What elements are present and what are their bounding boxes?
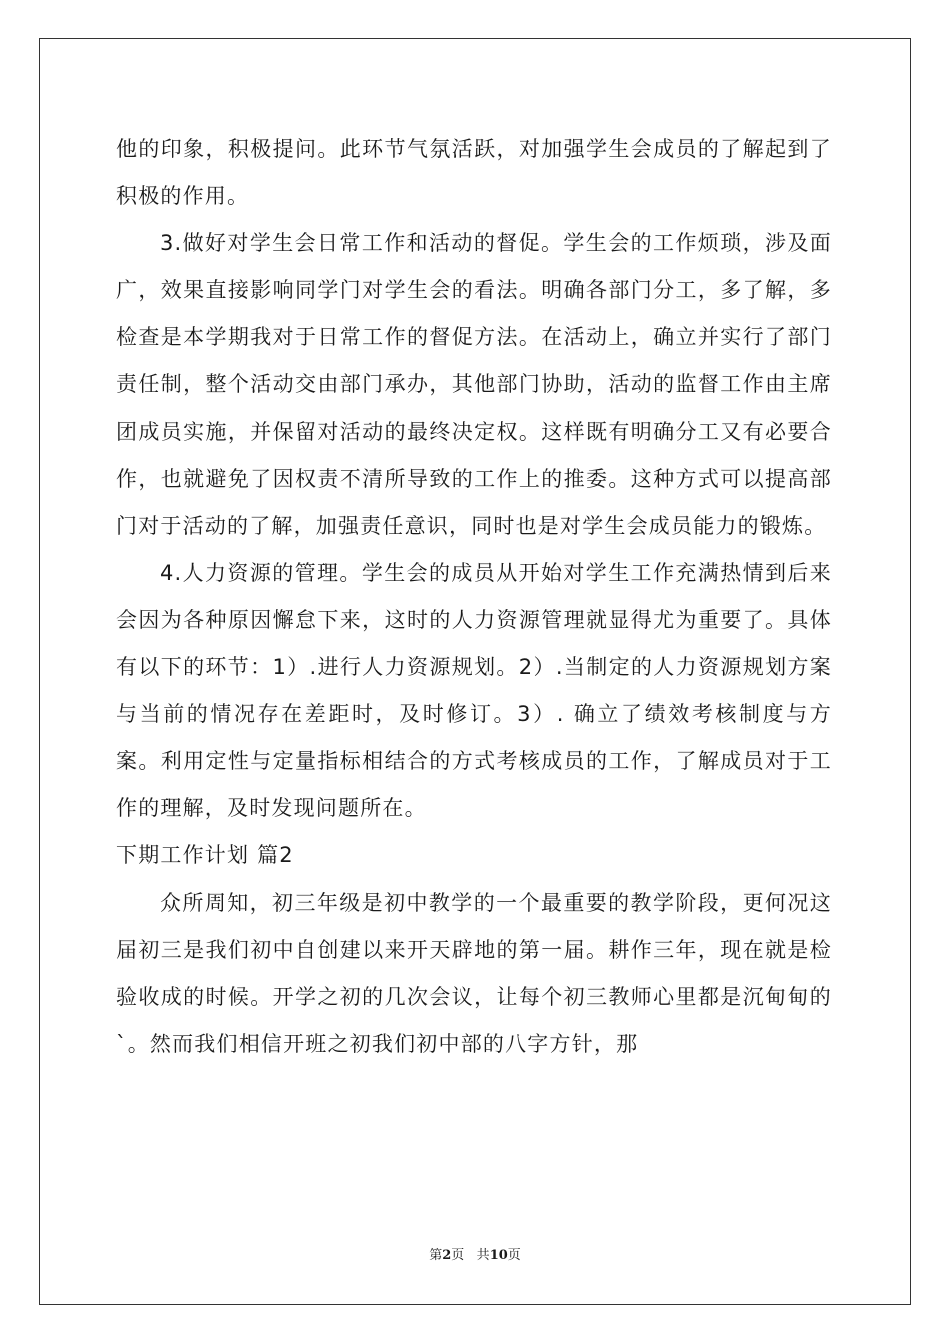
page-footer	[0, 1244, 950, 1263]
paragraph-continuation: 他的印象，积极提问。此环节气氛活跃，对加强学生会成员的了解起到了积极的作用。	[116, 137, 832, 209]
page-number: 2	[442, 1248, 452, 1263]
section-paragraph: 众所周知，初三年级是初中教学的一个最重要的教学阶段，更何况这届初三是我们初中自创建以来开天辟地的第一届。耕作三年，现在就是检验收成的时候。开学之初的几次会议，让每个初三教师心里都是沉甸甸的`。然而我们相信开班之初我们初中部的八字方针，那	[116, 890, 832, 1056]
total-suffix: 页	[507, 1248, 521, 1263]
total-prefix: 共	[476, 1248, 490, 1263]
total-pages: 10	[489, 1248, 508, 1263]
page-suffix: 页	[451, 1248, 465, 1263]
document-body	[116, 126, 832, 1068]
paragraph-item-3: 3.做好对学生会日常工作和活动的督促。学生会的工作烦琐，涉及面广，效果直接影响同学门对学生会的看法。明确各部门分工，多了解，多检查是本学期我对于日常工作的督促方法。在活动上，确立并实行了部门责任制，整个活动交由部门承办，其他部门协助，活动的监督工作由主席团成员实施，并保留对活动的最终决定权。这样既有明确分工又有必要合作，也就避免了因权责不清所导致的工作上的推委。这种方式可以提高部门对于活动的了解，加强责任意识，同时也是对学生会成员能力的锻炼。	[116, 231, 832, 538]
page-prefix: 第	[429, 1248, 443, 1263]
paragraph-item-4: 4.人力资源的管理。学生会的成员从开始对学生工作充满热情到后来会因为各种原因懈怠下来，这时的人力资源管理就显得尤为重要了。具体有以下的环节：1）.进行人力资源规划。2）.当制定的人力资源规划方案与当前的情况存在差距时，及时修订。3）. 确立了绩效考核制度与方案。利用定性与定量指标相结合的方式考核成员的工作，了解成员对于工作的理解，及时发现问题所在。	[116, 560, 832, 821]
section-heading: 下期工作计划 篇2	[116, 843, 294, 868]
